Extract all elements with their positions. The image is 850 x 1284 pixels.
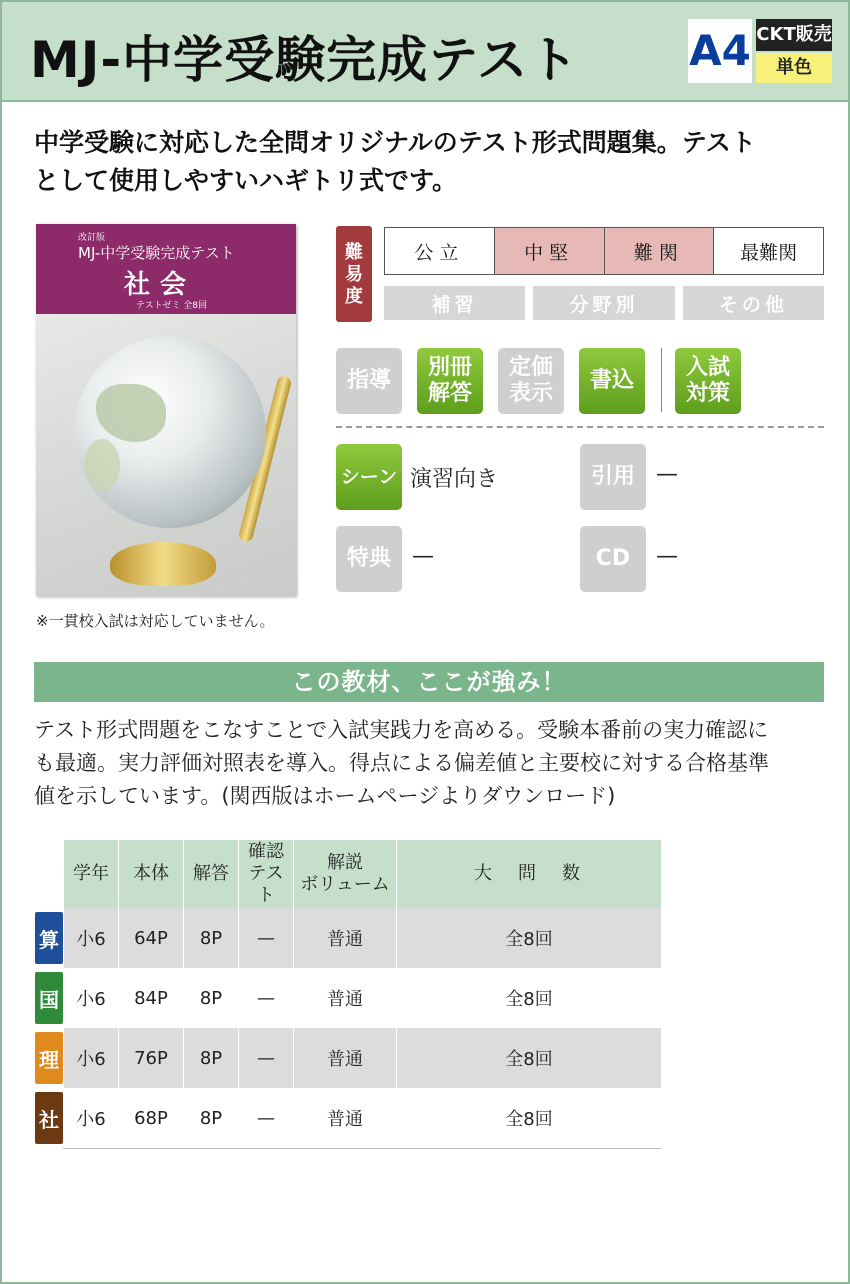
strength-line: テスト形式問題をこなすことで入試実践力を高める。受験本番前の実力確認に: [34, 718, 769, 742]
col-question-count: 大 問 数: [397, 840, 662, 908]
bonus-value: —: [412, 544, 434, 569]
strength-text: [34, 714, 826, 813]
subject-badge: 国: [35, 972, 63, 1024]
cd-value: —: [656, 544, 678, 569]
scene-label: シーン: [336, 444, 402, 510]
col-body: 本体: [119, 840, 184, 908]
intro-text: [34, 124, 824, 200]
header-bar: [2, 2, 848, 102]
scene-value: 演習向き: [410, 467, 499, 492]
cover-subject: 社会: [124, 270, 197, 300]
col-check-test: 確認 テスト: [239, 840, 294, 908]
divider: [661, 348, 662, 412]
usage-types: [384, 286, 824, 320]
sales-badge: CKT販売: [756, 19, 832, 51]
color-mode-badge: 単色: [756, 53, 832, 83]
page-title: MJ-中学受験完成テスト: [30, 31, 580, 89]
subject-badge: 算: [35, 912, 63, 964]
intro-line: 中学受験に対応した全問オリジナルのテスト形式問題集。テスト: [34, 128, 756, 157]
difficulty-level: 最難関: [740, 241, 798, 264]
difficulty-level: 中堅: [495, 228, 605, 274]
table-header-row: [35, 840, 662, 908]
feature-separate-answers: 別冊 解答: [417, 348, 483, 414]
table-row: 社 小6 68P 8P — 普通 全8回: [35, 1088, 662, 1149]
feature-exam-prep: 入試 対策: [675, 348, 741, 414]
footnote: ※一貫校入試は対応していません。: [36, 612, 275, 630]
feature-guidance: 指導: [336, 348, 402, 414]
quote-label: 引用: [580, 444, 646, 510]
spec-table: [34, 840, 661, 1149]
globe-land: [84, 439, 120, 491]
table-row: 理 小6 76P 8P — 普通 全8回: [35, 1028, 662, 1088]
difficulty-label: 難 易 度: [336, 226, 372, 322]
strength-line: 値を示しています。(関西版はホームページよりダウンロード): [34, 784, 616, 808]
dashed-divider: [336, 426, 824, 428]
col-grade: 学年: [64, 840, 119, 908]
strength-heading: この教材、ここが強み！: [34, 662, 824, 702]
col-volume: 解説 ボリューム: [294, 840, 397, 908]
table-row: 算 小6 64P 8P — 普通 全8回: [35, 908, 662, 968]
book-cover-image: [36, 224, 296, 596]
feature-price-display: 定価 表示: [498, 348, 564, 414]
strength-line: も最適。実力評価対照表を導入。得点による偏差値と主要校に対する合格基準: [34, 751, 769, 775]
usage-type: 補習: [384, 286, 525, 320]
table-row: 国 小6 84P 8P — 普通 全8回: [35, 968, 662, 1028]
feature-writable: 書込: [579, 348, 645, 414]
bonus-label: 特典: [336, 526, 402, 592]
intro-line: として使用しやすいハギトリ式です。: [34, 166, 458, 195]
usage-type: 分野別: [533, 286, 674, 320]
usage-type: その他: [683, 286, 824, 320]
col-answer: 解答: [184, 840, 239, 908]
paper-size-badge: A4: [688, 19, 752, 83]
difficulty-level: 難関: [605, 228, 715, 274]
cover-edition: 改訂版: [78, 233, 106, 243]
cover-band: [36, 224, 296, 314]
cd-label: CD: [580, 526, 646, 592]
difficulty-levels: [384, 227, 824, 275]
subject-badge: 社: [35, 1092, 63, 1144]
difficulty-level: 公立: [385, 228, 495, 274]
subject-badge: 理: [35, 1032, 63, 1084]
globe-icon: [74, 336, 266, 528]
cover-name: MJ-中学受験完成テスト: [78, 244, 235, 262]
quote-value: —: [656, 462, 678, 487]
cover-set-info: テストゼミ 全8回: [136, 301, 207, 311]
globe-stand: [110, 542, 216, 586]
